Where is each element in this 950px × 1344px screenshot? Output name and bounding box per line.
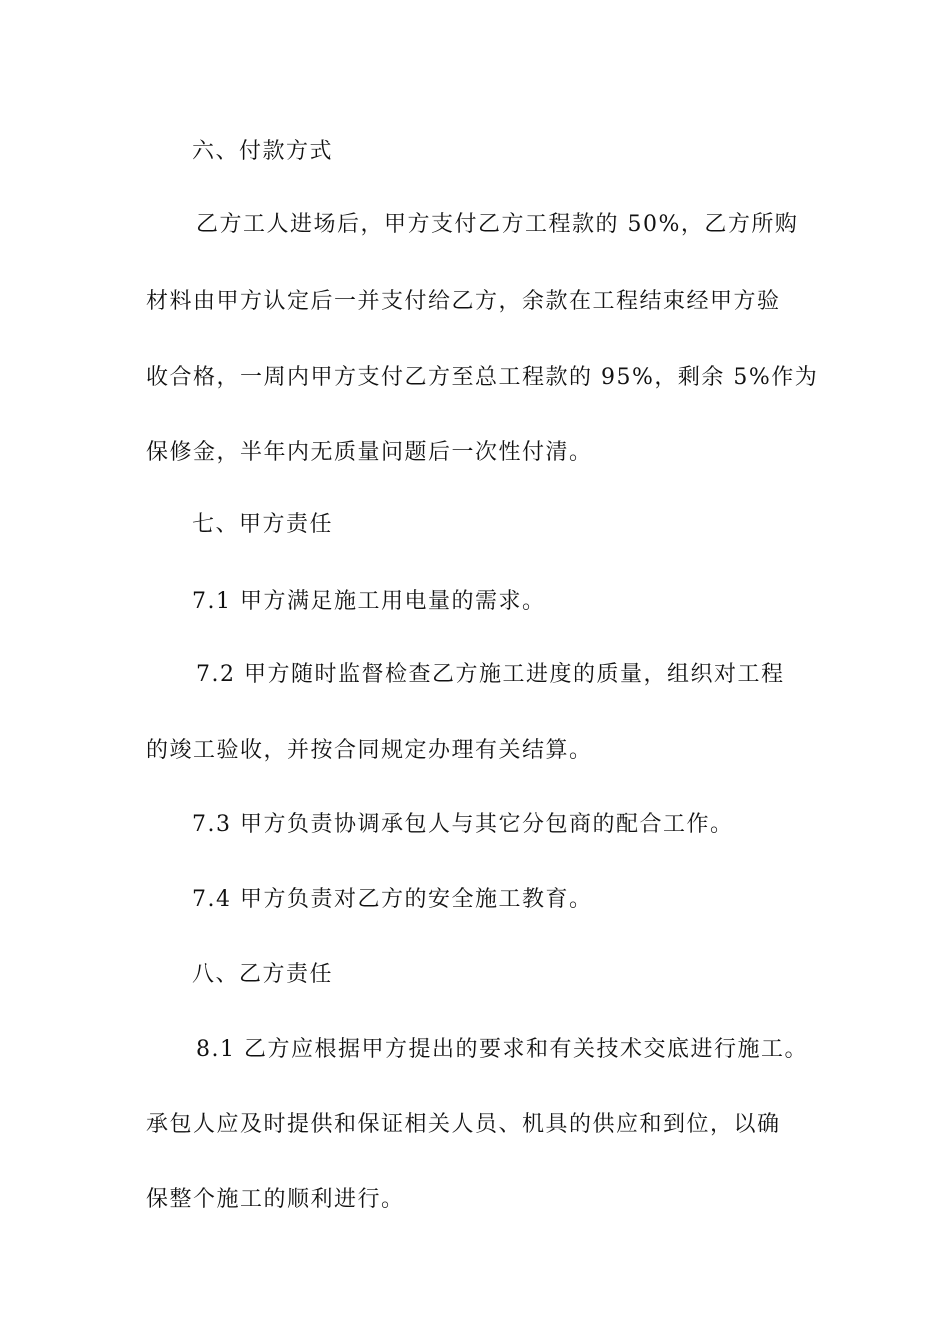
section-heading-payment: 六、付款方式 [192, 139, 334, 164]
paragraph-line: 材料由甲方认定后一并支付给乙方，余款在工程结束经甲方验 [146, 289, 781, 314]
clause-7-3: 7.3 甲方负责协调承包人与其它分包商的配合工作。 [192, 812, 734, 837]
clause-7-2: 7.2 甲方随时监督检查乙方施工进度的质量，组织对工程 [196, 662, 785, 687]
paragraph-line: 保修金，半年内无质量问题后一次性付清。 [146, 440, 593, 465]
clause-7-4: 7.4 甲方负责对乙方的安全施工教育。 [192, 887, 593, 912]
paragraph-line: 乙方工人进场后，甲方支付乙方工程款的 50%，乙方所购 [196, 212, 799, 237]
paragraph-line: 收合格，一周内甲方支付乙方至总工程款的 95%，剩余 5%作为 [146, 365, 819, 390]
paragraph-line: 保整个施工的顺利进行。 [146, 1187, 405, 1212]
paragraph-line: 的竣工验收，并按合同规定办理有关结算。 [146, 738, 593, 763]
clause-8-1: 8.1 乙方应根据甲方提出的要求和有关技术交底进行施工。 [196, 1037, 808, 1062]
clause-7-1: 7.1 甲方满足施工用电量的需求。 [192, 589, 546, 614]
section-heading-party-a: 七、甲方责任 [192, 512, 334, 537]
paragraph-line: 承包人应及时提供和保证相关人员、机具的供应和到位，以确 [146, 1112, 781, 1137]
section-heading-party-b: 八、乙方责任 [192, 962, 334, 987]
